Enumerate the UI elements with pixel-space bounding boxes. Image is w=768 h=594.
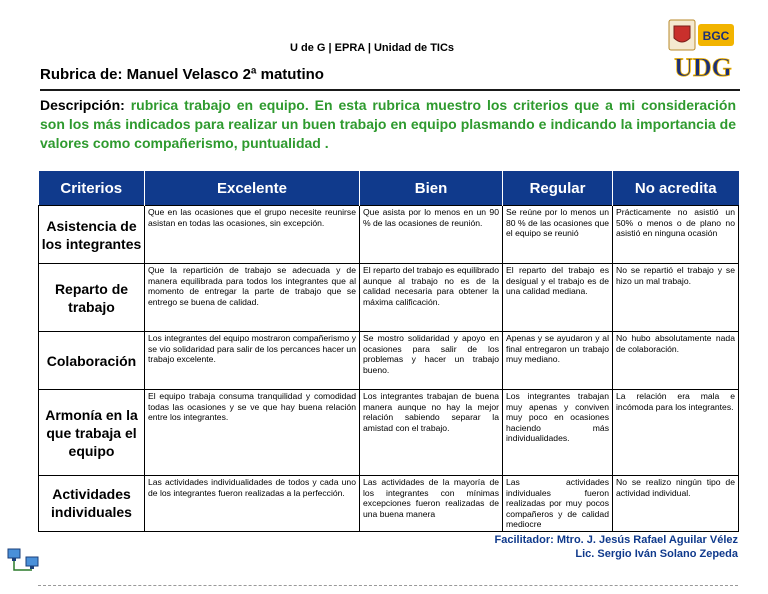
criterion-cell: Reparto de trabajo (39, 264, 145, 332)
bien-cell: Que asista por lo menos en un 90 % de las ocasiones de reunión. (360, 206, 503, 264)
table-row (39, 476, 739, 532)
bien-cell: Se mostro solidaridad y apoyo en ocasiones para salir de los problemas y hacer un trabajo bueno. (360, 332, 503, 390)
description-label: Descripción: (40, 97, 125, 113)
co-author-line: Lic. Sergio Iván Solano Zepeda (575, 548, 738, 560)
table-header-row (39, 171, 739, 206)
bottom-divider (38, 585, 738, 586)
criterion-cell: Asistencia de los integrantes (39, 206, 145, 264)
footer-credits (495, 533, 739, 561)
regular-cell: El reparto del trabajo es desigual y el trabajo es de una calidad mediana. (503, 264, 613, 332)
excelente-cell: El equipo trabaja consuma tranquilidad y comodidad todas las ocasiones y se ve que hay buena relación entre los integrantes. (145, 390, 360, 476)
table-row (39, 390, 739, 476)
rubric-table (38, 171, 739, 532)
logo-letters: UDG (674, 53, 732, 82)
bien-cell: El reparto del trabajo es equilibrado aunque al trabajo no es de la calidad necesaria para obtener la máxima calificación. (360, 264, 503, 332)
criterion-cell: Actividades individuales (39, 476, 145, 532)
table-row (39, 332, 739, 390)
header-no-acredita: No acredita (613, 171, 739, 206)
top-bar-text: U de G | EPRA | Unidad de TICs (290, 42, 455, 54)
description-text: rubrica trabajo en equipo. En esta rubrica muestro los criterios que a mi consideración son los más indicados para realizar un buen trabajo en equipo plasmando e indicando la importancia de valores como compañerismo, puntualidad . (40, 97, 736, 151)
header-bien: Bien (360, 171, 503, 206)
title-divider (40, 89, 740, 91)
excelente-cell: Que en las ocasiones que el grupo necesite reunirse asistan en todas las ocasiones, sin excepción. (145, 206, 360, 264)
no-acredita-cell: Prácticamente no asistió un 50% o menos o de plano no asistió en ninguna ocasión (613, 206, 739, 264)
bien-cell: Las actividades de la mayoría de los integrantes con mínimas excepciones fueron realizadas de una buena manera (360, 476, 503, 532)
excelente-cell: Los integrantes del equipo mostraron compañerismo y se vio solidaridad para salir de los percances hacer un trabajo excelente. (145, 332, 360, 390)
no-acredita-cell: No se realizo ningún tipo de actividad individual. (613, 476, 739, 532)
criterion-cell: Colaboración (39, 332, 145, 390)
header-regular: Regular (503, 171, 613, 206)
facilitator-line: Facilitador: Mtro. J. Jesús Rafael Aguilar Vélez (494, 534, 738, 546)
description (40, 96, 736, 153)
regular-cell: Se reúne por lo menos un 80 % de las ocasiones que el equipo se reunió (503, 206, 613, 264)
udg-logo-icon (668, 18, 738, 82)
bien-cell: Los integrantes trabajan de buena manera aunque no hay la mejor relación sabiendo separar la amistad con el trabajo. (360, 390, 503, 476)
header-excelente: Excelente (145, 171, 360, 206)
no-acredita-cell: No se repartió el trabajo y se hizo un mal trabajo. (613, 264, 739, 332)
criterion-cell: Armonía en la que trabaja el equipo (39, 390, 145, 476)
excelente-cell: Las actividades individualidades de todos y cada uno de los integrantes fueron realizadas a la perfección. (145, 476, 360, 532)
udg-logo (668, 18, 738, 82)
logo-badge-text: BGC (702, 29, 730, 43)
table-row (39, 264, 739, 332)
header-criterios: Criterios (39, 171, 145, 206)
regular-cell: Los integrantes trabajan muy apenas y conviven muy poco en ocasiones haciendo más individualidades. (503, 390, 613, 476)
regular-cell: Las actividades individuales fueron realizadas por muy pocos compañeros y de calidad mediocre (503, 476, 613, 532)
no-acredita-cell: No hubo absolutamente nada de colaboración. (613, 332, 739, 390)
network-computers-icon (6, 546, 40, 574)
regular-cell: Apenas y se ayudaron y al final entregaron un trabajo muy mediano. (503, 332, 613, 390)
excelente-cell: Que la repartición de trabajo se adecuada y de manera equilibrada para todos los integrantes que al momento de entregar la parte de trabajo que se entrego se buena de calidad. (145, 264, 360, 332)
no-acredita-cell: La relación era mala e incómoda para los integrantes. (613, 390, 739, 476)
page-title: Rubrica de: Manuel Velasco 2ª matutino (40, 66, 324, 83)
table-row (39, 206, 739, 264)
